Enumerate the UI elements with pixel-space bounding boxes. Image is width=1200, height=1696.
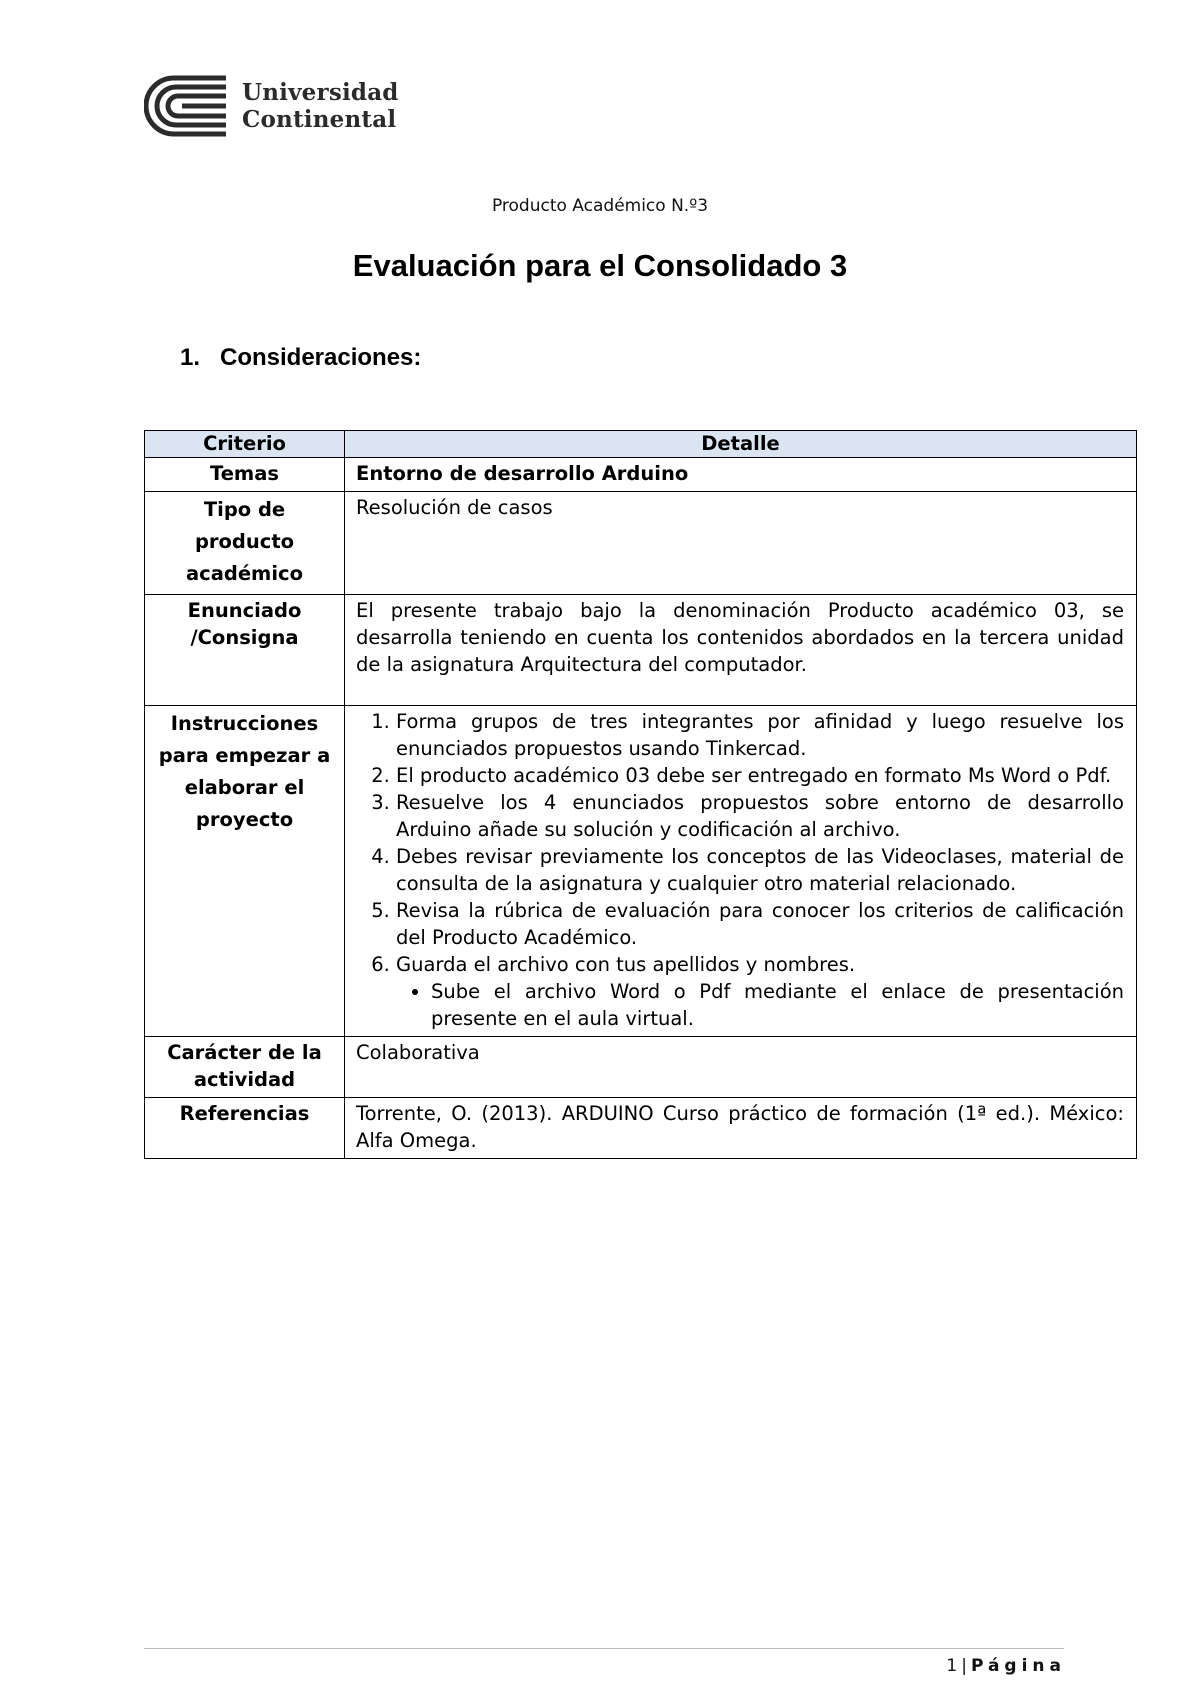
list-item: 5. Revisa la rúbrica de evaluación para conocer los criterios de calificación del Producto Académico. [396, 897, 1124, 951]
page-label: Página [970, 1656, 1066, 1676]
list-item [396, 951, 1124, 1032]
row-label: Temas [145, 458, 345, 492]
section-number: 1. [180, 344, 201, 371]
document-subtitle: Producto Académico N.º3 [491, 196, 709, 216]
sub-list-item: • Sube el archivo Word o Pdf mediante el enlace de presentación presente en el aula virtual. [431, 978, 1124, 1032]
table-header-row [145, 431, 1137, 458]
row-value [345, 706, 1137, 1037]
logo-line-2: Continental [242, 106, 397, 133]
continental-emblem-icon [144, 74, 228, 138]
row-value: El presente trabajo bajo la denominación Producto académico 03, se desarrolla teniendo en cuenta los contenidos abordados en la tercera unidad de la asignatura Arquitectura del computador. [345, 595, 1137, 706]
row-value: Resolución de casos [345, 492, 1137, 595]
row-value: Torrente, O. (2013). ARDUINO Curso práctico de formación (1ª ed.). México: Alfa Omega. [345, 1098, 1137, 1159]
table-row-temas [145, 458, 1137, 492]
list-item-text: Guarda el archivo con tus apellidos y nombres. [396, 953, 856, 976]
logo-wordmark [242, 79, 399, 133]
row-value: Entorno de desarrollo Arduino [345, 458, 1137, 492]
university-logo [144, 70, 399, 142]
row-label: Carácter de la actividad [145, 1037, 345, 1098]
header-detalle: Detalle [345, 431, 1137, 458]
header-criterio: Criterio [145, 431, 345, 458]
section-title: Consideraciones: [220, 344, 422, 371]
row-label: Enunciado /Consigna [145, 595, 345, 706]
table-row-tipo [145, 492, 1137, 595]
table-row-enunciado [145, 595, 1137, 706]
logo-line-1: Universidad [242, 79, 399, 106]
list-item: 2. El producto académico 03 debe ser entregado en formato Ms Word o Pdf. [396, 762, 1124, 789]
page-footer [946, 1656, 1066, 1676]
row-label: Referencias [145, 1098, 345, 1159]
table-row-caracter [145, 1037, 1137, 1098]
row-label: Instrucciones para empezar a elaborar el proyecto [145, 706, 345, 1037]
sub-list [396, 978, 1124, 1032]
table-row-referencias [145, 1098, 1137, 1159]
criteria-table [144, 430, 1137, 1159]
table-row-instrucciones [145, 706, 1137, 1037]
footer-separator: | [961, 1656, 967, 1676]
instructions-list [356, 708, 1124, 1032]
list-item: 3. Resuelve los 4 enunciados propuestos sobre entorno de desarrollo Arduino añade su solución y codificación al archivo. [396, 789, 1124, 843]
section-heading [180, 344, 421, 372]
row-value: Colaborativa [345, 1037, 1137, 1098]
footer-divider [144, 1648, 1064, 1649]
page-number: 1 [946, 1656, 958, 1676]
list-item: 1. Forma grupos de tres integrantes por afinidad y luego resuelve los enunciados propuestos usando Tinkercad. [396, 708, 1124, 762]
document-title: Evaluación para el Consolidado 3 [352, 248, 848, 283]
list-item: 4. Debes revisar previamente los conceptos de las Videoclases, material de consulta de la asignatura y cualquier otro material relacionado. [396, 843, 1124, 897]
row-label: Tipo de producto académico [145, 492, 345, 595]
